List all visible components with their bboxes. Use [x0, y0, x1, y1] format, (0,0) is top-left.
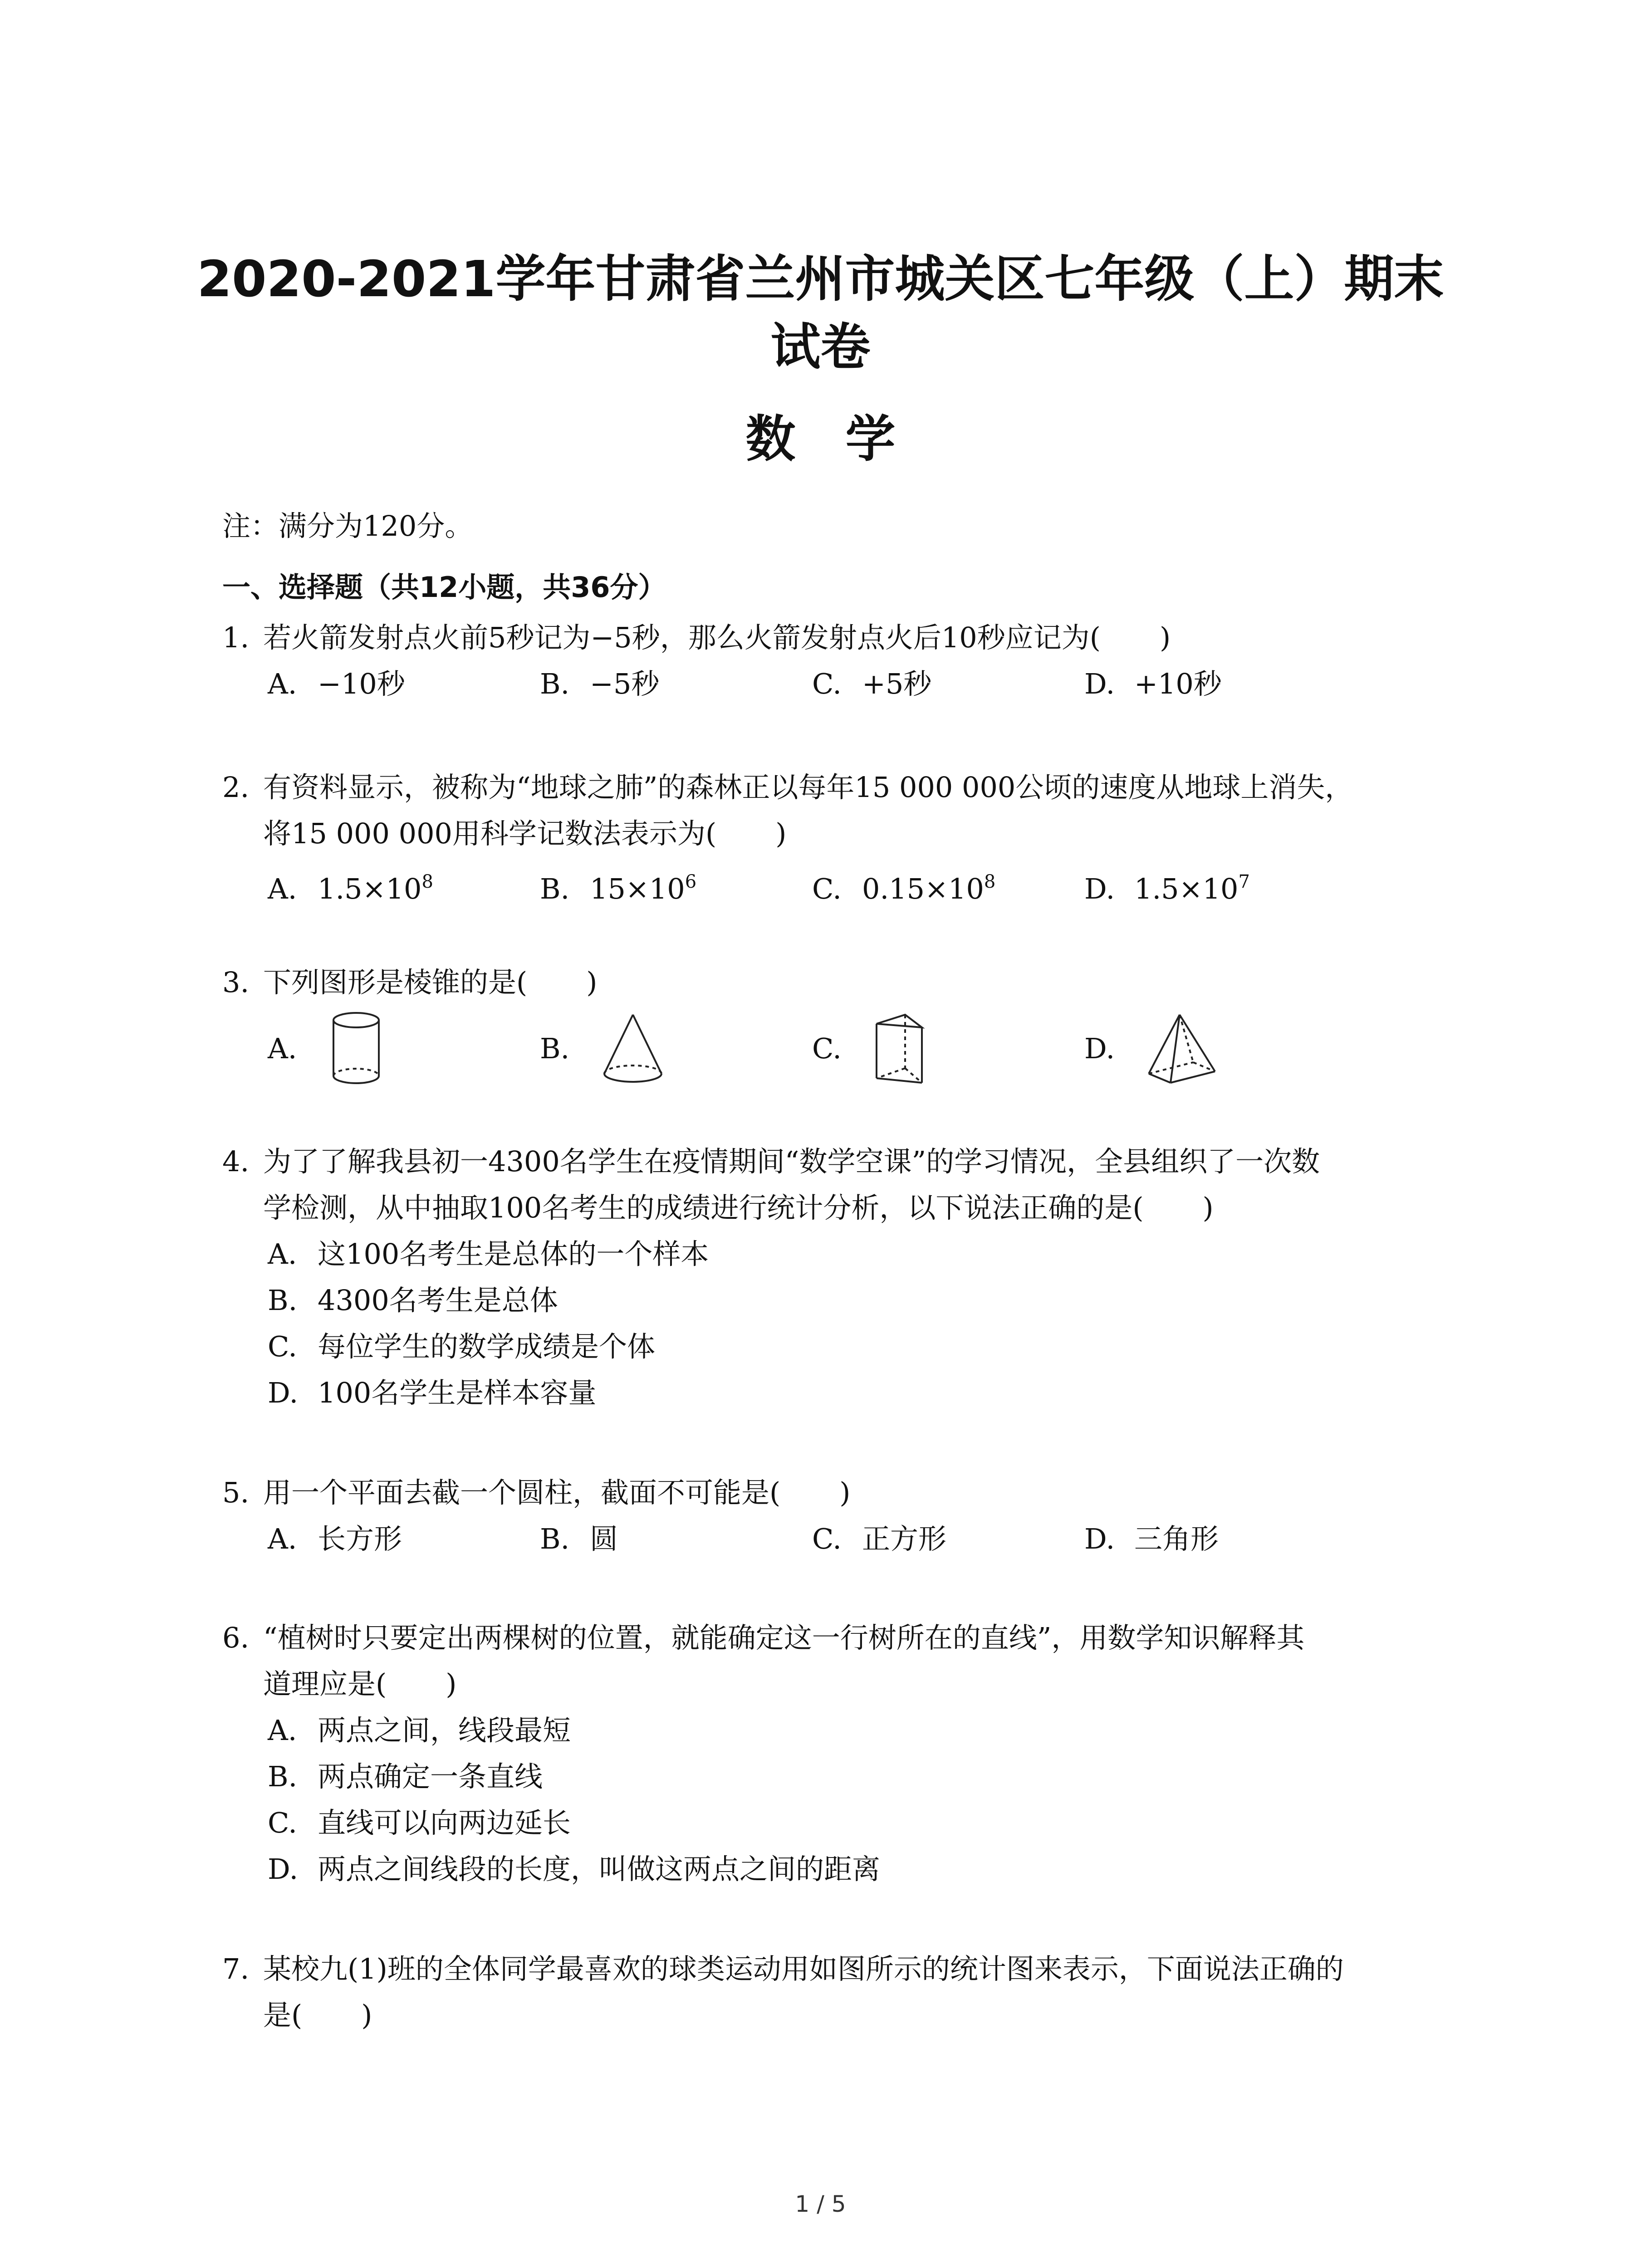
question-stem [222, 1615, 1438, 1661]
question-stem [222, 764, 1438, 811]
option-letter: D. [1084, 1522, 1115, 1555]
stem-close: ) [1159, 621, 1171, 654]
option-text: +10秒 [1134, 667, 1222, 700]
option-b[interactable] [540, 866, 812, 912]
pyramid-icon [1143, 1010, 1220, 1087]
question-number: 1. [222, 621, 250, 654]
options-list [222, 1707, 1438, 1892]
option-text: 这100名考生是总体的一个样本 [318, 1237, 709, 1271]
option-text: −10秒 [318, 667, 405, 700]
options-row [222, 661, 1438, 707]
option-c[interactable] [268, 1324, 1438, 1370]
options-row [222, 1516, 1438, 1562]
option-exponent: 6 [685, 871, 697, 892]
question-6 [222, 1615, 1438, 1892]
stem-close: ) [446, 1667, 457, 1701]
option-letter: A. [268, 1714, 297, 1747]
question-number: 7. [222, 1952, 250, 1985]
question-stem [222, 1946, 1438, 1992]
question-2 [222, 764, 1438, 912]
question-stem [222, 615, 1438, 661]
question-stem [222, 1470, 1438, 1516]
cone-icon [599, 1010, 667, 1087]
option-c[interactable] [812, 661, 1084, 707]
options-row [222, 866, 1438, 912]
stem-close: ) [775, 817, 787, 850]
option-d[interactable] [1084, 661, 1357, 707]
option-letter: B. [540, 1522, 570, 1555]
question-4 [222, 1139, 1438, 1416]
option-base: 0.15×10 [862, 872, 984, 905]
option-letter: B. [268, 1284, 298, 1317]
option-a[interactable] [268, 1516, 540, 1562]
option-b[interactable] [540, 1006, 812, 1092]
option-c[interactable] [268, 1800, 1438, 1846]
options-row [222, 1006, 1438, 1092]
subject-heading: 数学 [745, 410, 945, 468]
option-exponent: 8 [984, 871, 996, 892]
question-stem-cont [222, 811, 1438, 857]
option-text: 每位学生的数学成绩是个体 [318, 1330, 656, 1363]
stem-text-2: 将15 000 000用科学记数法表示为( [263, 817, 717, 850]
stem-text: 若火箭发射点火前5秒记为−5秒，那么火箭发射点火后10秒应记为( [263, 621, 1101, 654]
stem-close: ) [361, 1999, 372, 2032]
option-b[interactable] [268, 1754, 1438, 1800]
option-letter: C. [812, 1522, 842, 1555]
option-letter: C. [268, 1330, 297, 1363]
option-letter: B. [540, 667, 570, 700]
option-text: −5秒 [590, 667, 660, 700]
option-letter: B. [540, 1032, 570, 1065]
option-d[interactable] [1084, 1006, 1357, 1092]
cylinder-icon [327, 1010, 386, 1087]
stem-close: ) [1202, 1191, 1214, 1224]
stem-text: 某校九(1)班的全体同学最喜欢的球类运动用如图所示的统计图来表示，下面说法正确的 [263, 1952, 1344, 1985]
stem-text: “植树时只要定出两棵树的位置，就能确定这一行树所在的直线”，用数学知识解释其 [263, 1621, 1305, 1654]
option-b[interactable] [540, 1516, 812, 1562]
option-letter: B. [268, 1760, 298, 1793]
option-base: 1.5×10 [318, 872, 422, 905]
option-c[interactable] [812, 1006, 1084, 1092]
option-a[interactable] [268, 1707, 1438, 1754]
option-letter: C. [812, 872, 842, 905]
option-base: 1.5×10 [1134, 872, 1239, 905]
option-text: 圆 [590, 1522, 618, 1555]
option-base: 15×10 [590, 872, 685, 905]
question-7 [222, 1946, 1438, 2038]
option-letter: D. [1084, 667, 1115, 700]
option-d[interactable] [268, 1370, 1438, 1416]
option-letter: D. [268, 1853, 299, 1886]
option-a[interactable] [268, 1006, 540, 1092]
question-number: 5. [222, 1476, 250, 1509]
question-number: 3. [222, 966, 250, 999]
section-heading-choice: 一、选择题（共12小题，共36分） [222, 571, 666, 604]
stem-text-2: 学检测，从中抽取100名考生的成绩进行统计分析，以下说法正确的是( [263, 1191, 1144, 1224]
option-letter: C. [812, 667, 842, 700]
option-a[interactable] [268, 661, 540, 707]
option-d[interactable] [268, 1846, 1438, 1892]
option-letter: C. [268, 1806, 297, 1839]
question-5 [222, 1470, 1438, 1562]
option-text: 两点之间，线段最短 [318, 1714, 571, 1747]
stem-text: 为了了解我县初一4300名学生在疫情期间“数学空课”的学习情况，全县组织了一次数 [263, 1145, 1320, 1178]
option-letter: A. [268, 872, 297, 905]
question-stem-cont [222, 1185, 1438, 1231]
option-exponent: 7 [1238, 871, 1250, 892]
question-3 [222, 959, 1438, 1092]
triangular-prism-icon [871, 1010, 930, 1087]
option-text: 4300名考生是总体 [318, 1284, 558, 1317]
score-note: 注：满分为120分。 [222, 509, 473, 543]
option-text: 长方形 [318, 1522, 402, 1555]
option-d[interactable] [1084, 1516, 1357, 1562]
title-line-1: 2020-2021学年甘肃省兰州市城关区七年级（上）期末 [197, 250, 1444, 308]
option-text: 三角形 [1134, 1522, 1219, 1555]
question-stem-cont [222, 1661, 1438, 1707]
option-c[interactable] [812, 866, 1084, 912]
question-1 [222, 615, 1438, 707]
stem-text: 用一个平面去截一个圆柱，截面不可能是( [263, 1476, 781, 1509]
option-letter: A. [268, 1032, 297, 1065]
stem-text: 有资料显示，被称为“地球之肺”的森林正以每年15 000 000公顷的速度从地球上消失， [263, 771, 1353, 804]
option-letter: D. [1084, 872, 1115, 905]
question-stem-cont [222, 1992, 1438, 2038]
question-number: 2. [222, 771, 250, 804]
option-c[interactable] [812, 1516, 1084, 1562]
stem-text-2: 道理应是( [263, 1667, 387, 1701]
page-number: 1 / 5 [795, 2191, 846, 2217]
option-letter: D. [268, 1376, 299, 1409]
option-exponent: 8 [421, 871, 433, 892]
stem-close: ) [839, 1476, 851, 1509]
question-number: 4. [222, 1145, 250, 1178]
question-stem [222, 959, 1438, 1006]
title-line-2: 试卷 [770, 318, 871, 376]
option-b[interactable] [268, 1277, 1438, 1324]
option-letter: B. [540, 872, 570, 905]
question-number: 6. [222, 1621, 250, 1654]
option-letter: A. [268, 1522, 297, 1555]
option-text: 直线可以向两边延长 [318, 1806, 571, 1839]
option-d[interactable] [1084, 866, 1357, 912]
option-text: 两点确定一条直线 [318, 1760, 543, 1793]
option-b[interactable] [540, 661, 812, 707]
option-a[interactable] [268, 866, 540, 912]
option-text: +5秒 [862, 667, 932, 700]
options-list [222, 1231, 1438, 1416]
option-text: 两点之间线段的长度，叫做这两点之间的距离 [318, 1853, 881, 1886]
page-title [0, 245, 1641, 381]
option-letter: D. [1084, 1032, 1115, 1065]
option-text: 正方形 [862, 1522, 947, 1555]
option-a[interactable] [268, 1231, 1438, 1277]
stem-text: 下列图形是棱锥的是( [263, 966, 528, 999]
question-stem [222, 1139, 1438, 1185]
option-letter: A. [268, 1237, 297, 1271]
option-letter: A. [268, 667, 297, 700]
stem-text-2: 是( [263, 1999, 303, 2032]
option-letter: C. [812, 1032, 842, 1065]
option-text: 100名学生是样本容量 [318, 1376, 597, 1409]
stem-close: ) [586, 966, 598, 999]
